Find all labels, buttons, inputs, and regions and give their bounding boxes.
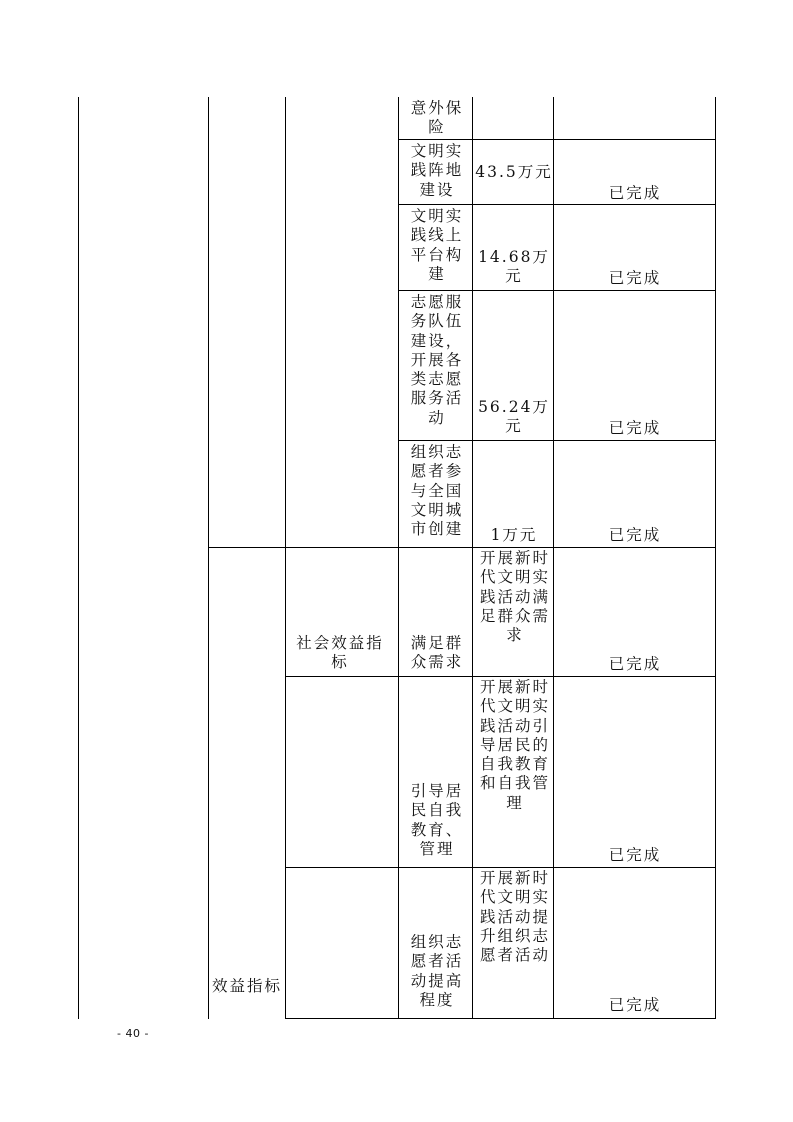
item-cell: 组织志愿者参与全国文明城市创建 <box>410 443 464 539</box>
row-line <box>398 139 716 140</box>
value-cell: 开展新时代文明实践活动提升组织志愿者活动 <box>479 869 550 965</box>
row-line <box>398 290 716 291</box>
item-cell: 文明实践线上平台构建 <box>410 207 464 283</box>
table-border-left <box>78 97 79 1019</box>
benefit-category: 效益指标 <box>212 977 283 995</box>
item-cell: 志愿服务队伍建设，开展各类志愿服务活动 <box>410 293 464 427</box>
item-cell: 文明实践阵地建设 <box>410 142 464 199</box>
status-cell: 已完成 <box>608 996 662 1014</box>
status-cell: 已完成 <box>608 846 662 864</box>
benefit-subcategory: 社会效益指标 <box>296 634 384 672</box>
status-cell: 已完成 <box>608 526 662 544</box>
row-line <box>285 676 716 677</box>
page-number: - 40 - <box>117 1027 149 1040</box>
status-cell: 已完成 <box>608 655 662 673</box>
row-line <box>398 440 716 441</box>
table-border-bottom <box>285 1018 716 1019</box>
column-line-5 <box>553 97 554 1019</box>
item-cell: 满足群众需求 <box>410 634 464 672</box>
item-cell: 意外保险 <box>410 99 464 137</box>
column-line-4 <box>472 97 473 1019</box>
value-cell: 14.68万元 <box>478 248 550 286</box>
status-cell: 已完成 <box>608 419 662 437</box>
item-cell: 组织志愿者活动提高程度 <box>410 933 464 1009</box>
row-line <box>208 547 716 548</box>
status-cell: 已完成 <box>608 184 662 202</box>
row-line <box>285 867 716 868</box>
value-cell: 56.24万元 <box>478 398 550 436</box>
status-cell: 已完成 <box>608 269 662 287</box>
row-line <box>398 204 716 205</box>
column-line-2 <box>285 97 286 1019</box>
value-cell: 43.5万元 <box>475 163 553 181</box>
table-border-right <box>715 97 716 1019</box>
value-cell: 1万元 <box>490 526 538 544</box>
column-line-3 <box>398 97 399 1019</box>
column-line-1 <box>208 97 209 1019</box>
item-cell: 引导居民自我教育、管理 <box>410 782 464 858</box>
value-cell: 开展新时代文明实践活动满足群众需求 <box>479 549 550 645</box>
value-cell: 开展新时代文明实践活动引导居民的自我教育和自我管理 <box>479 678 550 812</box>
